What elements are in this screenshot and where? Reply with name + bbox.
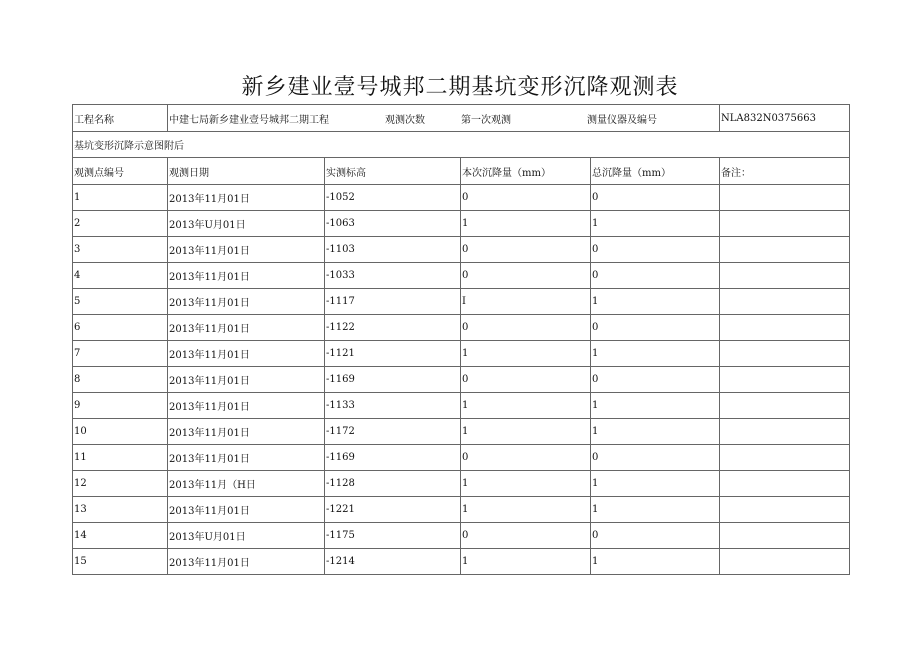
table-row [73,237,850,263]
cell-date: 2013年11月01日 [168,393,325,419]
table-row [73,523,850,549]
count-value: 第一次观测 [461,114,511,126]
cell-point: 14 [73,523,168,549]
header-date: 观测日期 [168,158,325,185]
cell-remark [720,497,850,523]
cell-date: 2013年11月01日 [168,445,325,471]
cell-total: 1 [591,471,720,497]
project-value: 中建七局新乡建业壹号城邦二期工程 [169,114,329,126]
cell-remark [720,419,850,445]
cell-elevation: -1169 [325,445,461,471]
table-row [73,393,850,419]
cell-point: 5 [73,289,168,315]
cell-date: 2013年11月01日 [168,497,325,523]
cell-current: 0 [461,315,591,341]
cell-point: 1 [73,185,168,211]
cell-current: 0 [461,263,591,289]
cell-date: 2013年11月01日 [168,185,325,211]
header-total: 总沉降量（mm） [591,158,720,185]
cell-elevation: -1172 [325,419,461,445]
cell-date: 2013年11月01日 [168,263,325,289]
table-row [73,263,850,289]
cell-elevation: -1103 [325,237,461,263]
cell-current: 1 [461,341,591,367]
cell-point: 2 [73,211,168,237]
cell-elevation: -1175 [325,523,461,549]
document-title: 新乡建业壹号城邦二期基坑变形沉降观测表 [241,75,679,100]
cell-elevation: -1121 [325,341,461,367]
table-row [73,549,850,575]
cell-point: 6 [73,315,168,341]
cell-total: 1 [591,341,720,367]
cell-elevation: -1221 [325,497,461,523]
cell-point: 13 [73,497,168,523]
cell-total: 1 [591,211,720,237]
cell-date: 2013年11月01日 [168,367,325,393]
cell-current: 0 [461,237,591,263]
cell-total: 1 [591,549,720,575]
cell-total: 1 [591,497,720,523]
cell-date: 2013年11月01日 [168,237,325,263]
table-row [73,367,850,393]
cell-remark [720,289,850,315]
cell-total: 1 [591,289,720,315]
cell-point: 4 [73,263,168,289]
cell-elevation: -1133 [325,393,461,419]
cell-date: 2013年U月01日 [168,211,325,237]
table-row [73,211,850,237]
cell-date: 2013年11月（H日 [168,471,325,497]
cell-elevation: -1063 [325,211,461,237]
cell-date: 2013年U月01日 [168,523,325,549]
cell-elevation: -1117 [325,289,461,315]
cell-total: 0 [591,445,720,471]
header-point: 观测点编号 [73,158,168,185]
settlement-table [72,104,850,575]
cell-date: 2013年11月01日 [168,289,325,315]
cell-point: 11 [73,445,168,471]
table-row [73,445,850,471]
cell-point: 9 [73,393,168,419]
cell-elevation: -1122 [325,315,461,341]
cell-total: 0 [591,523,720,549]
project-label: 工程名称 [73,105,168,132]
table-row [73,341,850,367]
table-row [73,471,850,497]
diagram-note: 基坑变形沉降示意图附后 [73,132,850,158]
diagram-note-row [73,132,850,158]
cell-point: 8 [73,367,168,393]
cell-remark [720,445,850,471]
instrument-value: NLA832N0375663 [720,105,850,132]
cell-total: 0 [591,263,720,289]
table-row [73,185,850,211]
cell-point: 12 [73,471,168,497]
cell-elevation: -1214 [325,549,461,575]
cell-date: 2013年11月01日 [168,315,325,341]
cell-total: 1 [591,419,720,445]
header-remark: 备注： [720,158,850,185]
cell-current: 1 [461,471,591,497]
table-row [73,419,850,445]
header-elevation: 实测标高 [325,158,461,185]
cell-current: 1 [461,211,591,237]
cell-current: 1 [461,497,591,523]
cell-elevation: -1128 [325,471,461,497]
cell-elevation: -1169 [325,367,461,393]
cell-remark [720,471,850,497]
header-row [73,158,850,185]
cell-date: 2013年11月01日 [168,341,325,367]
cell-current: 1 [461,393,591,419]
table-row [73,289,850,315]
cell-remark [720,263,850,289]
cell-point: 10 [73,419,168,445]
info-row [73,105,850,132]
cell-current: 0 [461,367,591,393]
cell-remark [720,341,850,367]
info-cell [168,105,720,132]
cell-total: 1 [591,393,720,419]
cell-current: 1 [461,549,591,575]
cell-current: I [461,289,591,315]
cell-remark [720,237,850,263]
cell-total: 0 [591,367,720,393]
cell-current: 0 [461,523,591,549]
cell-elevation: -1052 [325,185,461,211]
cell-total: 0 [591,237,720,263]
cell-elevation: -1033 [325,263,461,289]
cell-remark [720,523,850,549]
cell-current: 0 [461,445,591,471]
cell-total: 0 [591,315,720,341]
cell-remark [720,367,850,393]
count-label: 观测次数 [385,114,425,126]
cell-point: 3 [73,237,168,263]
cell-remark [720,185,850,211]
cell-date: 2013年11月01日 [168,419,325,445]
cell-remark [720,549,850,575]
cell-point: 7 [73,341,168,367]
header-current: 本次沉降量（mm） [461,158,591,185]
cell-current: 0 [461,185,591,211]
cell-total: 0 [591,185,720,211]
table-row [73,315,850,341]
cell-date: 2013年11月01日 [168,549,325,575]
cell-remark [720,315,850,341]
instrument-label: 测量仪器及编号 [587,114,657,126]
cell-point: 15 [73,549,168,575]
cell-current: 1 [461,419,591,445]
cell-remark [720,211,850,237]
table-row [73,497,850,523]
cell-remark [720,393,850,419]
